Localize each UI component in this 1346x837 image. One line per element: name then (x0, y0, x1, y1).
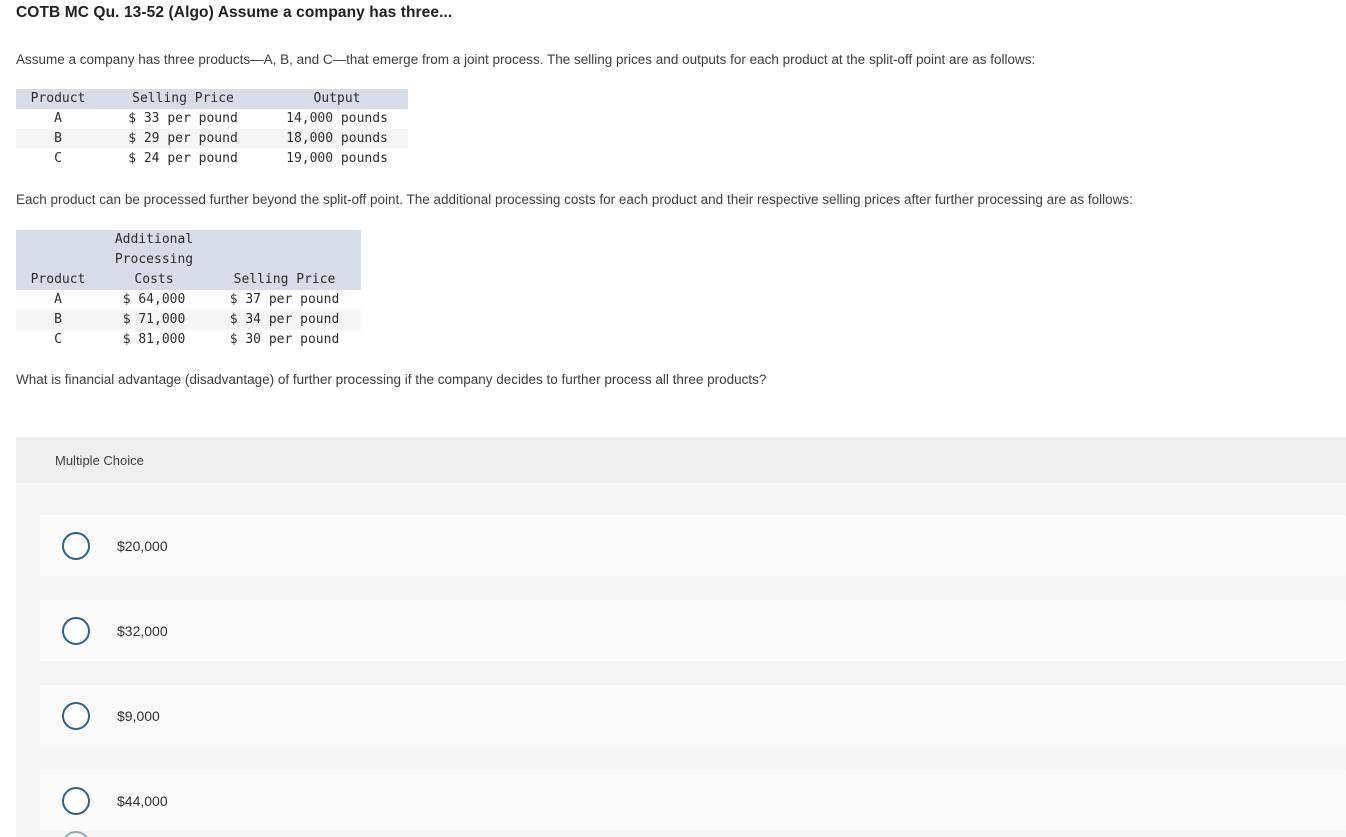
radio-button-icon[interactable] (62, 532, 90, 560)
cell-output: 14,000 pounds (286, 111, 388, 126)
cell-additional-costs: $ 81,000 (122, 332, 186, 347)
intro-paragraph: Assume a company has three products—A, B, and C—that emerge from a joint process. The selling prices and outputs for each product at the split-off point are as follows: (16, 52, 1036, 67)
header-selling-price: Selling Price (233, 272, 336, 287)
option-card-1[interactable] (40, 515, 1346, 576)
cell-selling-price: $ 34 per pound (229, 312, 340, 327)
cell-additional-costs: $ 71,000 (122, 312, 186, 327)
option-card-3[interactable] (40, 685, 1346, 746)
table-row (16, 310, 361, 330)
cell-output: 18,000 pounds (286, 131, 388, 146)
split-off-table-header (16, 89, 408, 109)
table-row (16, 290, 361, 310)
table-row (16, 149, 408, 169)
cell-selling-price: $ 24 per pound (128, 151, 238, 166)
radio-button-icon-partially-visible[interactable] (62, 831, 90, 837)
table-row (16, 330, 361, 350)
multiple-choice-options (16, 483, 1346, 831)
cell-product: A (54, 292, 62, 307)
header-line: Processing (114, 252, 194, 267)
question-text: What is financial advantage (disadvantage) of further processing if the company decides to further process all three products? (16, 372, 767, 387)
header-product: Product (30, 272, 86, 287)
header-product: Product (30, 91, 86, 106)
option-label: $9,000 (117, 707, 160, 724)
option-label: $20,000 (117, 537, 168, 554)
table-row (16, 109, 408, 129)
header-line: Additional (114, 232, 194, 247)
cell-selling-price: $ 37 per pound (229, 292, 340, 307)
radio-button-icon[interactable] (62, 617, 90, 645)
multiple-choice-label: Multiple Choice (55, 452, 144, 468)
split-off-table (16, 89, 408, 169)
header-selling-price: Selling Price (132, 91, 234, 106)
cell-selling-price: $ 30 per pound (229, 332, 340, 347)
cell-selling-price: $ 33 per pound (128, 111, 238, 126)
cell-output: 19,000 pounds (286, 151, 388, 166)
further-table-header (16, 230, 361, 290)
cell-product: B (54, 312, 62, 327)
radio-button-icon[interactable] (62, 702, 90, 730)
radio-button-icon[interactable] (62, 787, 90, 815)
header-output: Output (313, 91, 361, 106)
option-card-2[interactable] (40, 600, 1346, 661)
cell-product: C (54, 332, 62, 347)
cell-additional-costs: $ 64,000 (122, 292, 186, 307)
cell-selling-price: $ 29 per pound (128, 131, 238, 146)
option-label: $32,000 (117, 622, 168, 639)
cell-product: A (54, 111, 62, 126)
table-row (16, 129, 408, 149)
cell-product: B (54, 131, 62, 146)
multiple-choice-header (16, 437, 1346, 483)
option-card-4[interactable] (40, 770, 1346, 831)
header-line: Costs (134, 272, 174, 287)
further-processing-table (16, 230, 361, 350)
cell-product: C (54, 151, 62, 166)
multiple-choice-section (16, 437, 1346, 837)
header-additional-processing-costs (100, 230, 208, 290)
page-title: COTB MC Qu. 13-52 (Algo) Assume a company has three... (16, 4, 453, 21)
further-processing-paragraph: Each product can be processed further beyond the split-off point. The additional processing costs for each product and their respective selling prices after further processing are as follows: (16, 192, 1133, 207)
option-label: $44,000 (117, 792, 168, 809)
